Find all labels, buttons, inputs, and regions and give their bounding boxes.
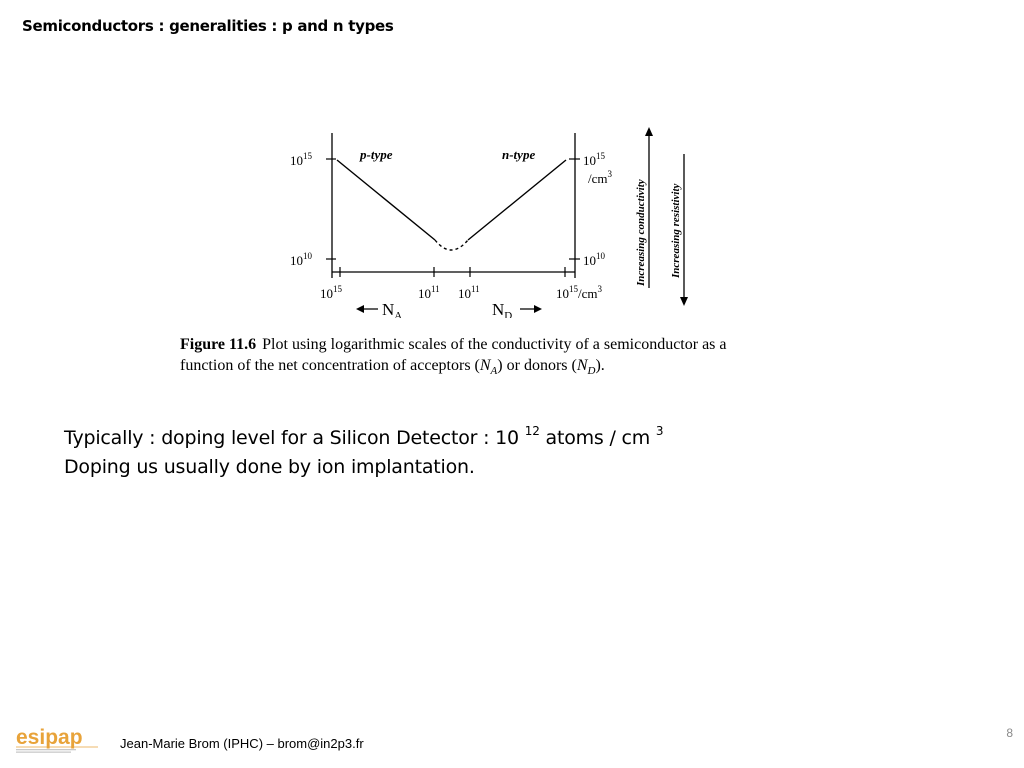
caption-line-1	[180, 334, 820, 355]
p-type-curve	[337, 160, 435, 240]
n-type-label: n-type	[502, 147, 536, 162]
conductivity-arrow-head	[645, 127, 653, 136]
footer-author: Jean-Marie Brom (IPHC) – brom@in2p3.fr	[120, 736, 364, 751]
caption-line-2	[180, 355, 820, 382]
body-text	[64, 424, 663, 482]
conductivity-plot	[270, 118, 730, 318]
body-line-1-exp2: 3	[655, 424, 664, 438]
caption-na: N	[479, 357, 491, 374]
conductivity-figure	[270, 118, 730, 318]
x-label-nd-end: $10^{15}/cm^3$	[556, 284, 602, 301]
body-line-1-mid: atoms / cm	[539, 427, 651, 449]
na-arrow-head	[356, 305, 364, 313]
caption-text-1: Plot using logarithmic scales of the conductivity of a semiconductor as a	[262, 336, 727, 353]
nd-arrow-head	[534, 305, 542, 313]
caption-text-2a: function of the net concentration of acceptors (	[180, 357, 480, 374]
conductivity-label: Increasing conductivity	[635, 179, 647, 286]
right-axis-top-label: $10^{15}$	[583, 151, 605, 168]
esipap-logo-text: esipap	[16, 726, 83, 749]
logo-subline-2	[16, 752, 71, 753]
body-line-2: Doping us usually done by ion implantation.	[64, 456, 475, 478]
x-label-nd-start: $10^{11}$	[458, 284, 480, 301]
caption-nd: N	[576, 357, 588, 374]
esipap-logo	[16, 726, 100, 754]
resistivity-arrow-head	[680, 297, 688, 306]
p-type-label: p-type	[360, 147, 393, 162]
caption-text-2b: ) or donors (	[497, 357, 577, 374]
x-label-na-start: $10^{15}$	[320, 284, 342, 301]
right-axis-bottom-label: $10^{10}$	[583, 251, 605, 268]
logo-subline-1	[16, 749, 76, 750]
na-label: $N_A$	[382, 300, 403, 318]
nd-label: $N_D$	[492, 300, 513, 318]
left-axis-top-label: $10^{15}$	[290, 151, 312, 168]
n-type-curve	[468, 160, 566, 240]
slide-title: Semiconductors : generalities : p and n types	[22, 17, 394, 35]
resistivity-label: Increasing resistivity	[670, 183, 682, 278]
left-axis-bottom-label: $10^{10}$	[290, 251, 312, 268]
caption-na-sub: A	[490, 365, 498, 378]
intrinsic-dip-curve	[435, 240, 468, 250]
x-label-na-end: $10^{11}$	[418, 284, 440, 301]
body-line-1-exp1: 12	[524, 424, 540, 438]
figure-caption	[180, 334, 820, 382]
right-axis-unit-label: $/cm^3$	[588, 169, 612, 186]
caption-nd-sub: D	[587, 365, 596, 378]
body-line-1-text: Typically : doping level for a Silicon Detector : 10	[64, 427, 519, 449]
page-number: 8	[1006, 726, 1013, 740]
caption-figure-label: Figure 11.6	[180, 336, 257, 353]
esipap-logo-graphic	[16, 726, 100, 754]
body-line-1	[64, 424, 663, 453]
caption-text-2c: ).	[595, 357, 605, 374]
